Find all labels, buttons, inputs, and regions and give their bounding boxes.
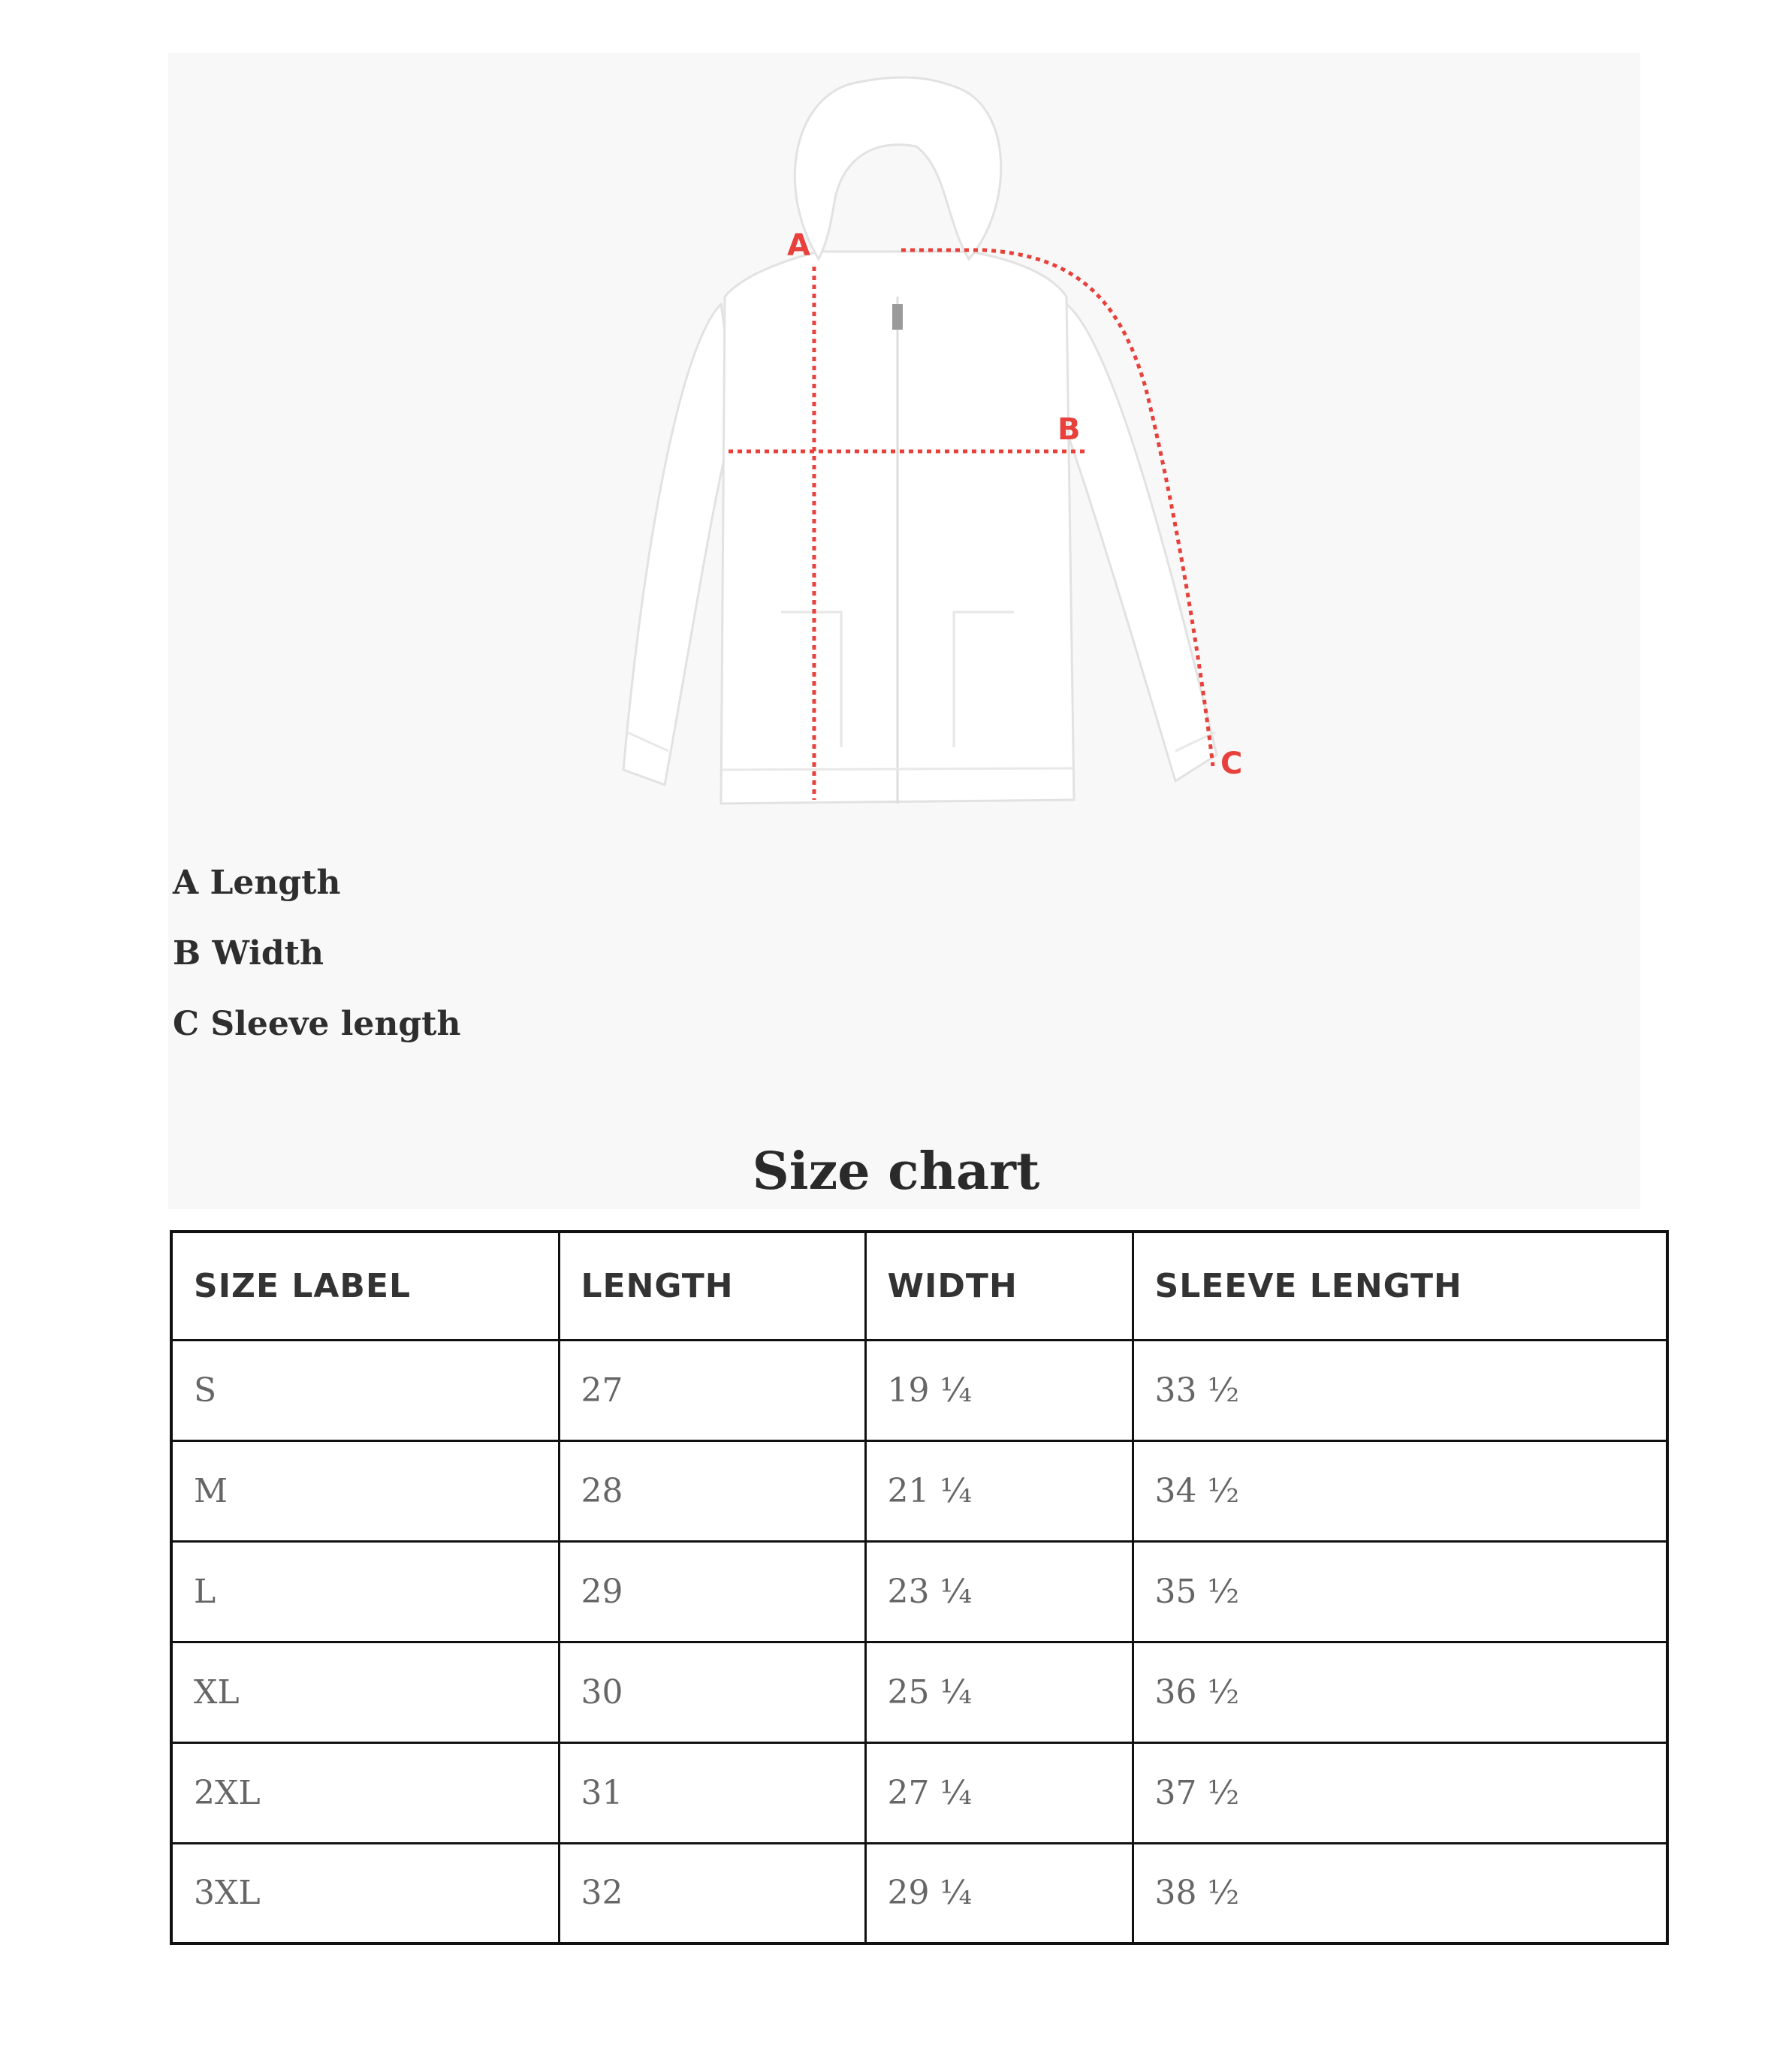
- cell-size: L: [171, 1541, 559, 1642]
- legend-width: B Width: [173, 934, 324, 973]
- hoodie-measurement-diagram: [593, 71, 1243, 815]
- header-sleeve-length: SLEEVE LENGTH: [1133, 1232, 1667, 1340]
- cell-width: 21 ¼: [865, 1440, 1133, 1541]
- size-chart-title: Size chart: [752, 1142, 1040, 1202]
- header-width: WIDTH: [865, 1232, 1133, 1340]
- size-chart-table: [170, 1230, 1669, 1945]
- table-row: [171, 1642, 1667, 1742]
- cell-length: 29: [559, 1541, 865, 1642]
- cell-sleeve-length: 35 ½: [1133, 1541, 1667, 1642]
- table-row: [171, 1843, 1667, 1944]
- cell-size: M: [171, 1440, 559, 1541]
- header-size-label: SIZE LABEL: [171, 1232, 559, 1340]
- cell-size: 3XL: [171, 1843, 559, 1944]
- cell-width: 19 ¼: [865, 1340, 1133, 1440]
- marker-a: A: [787, 228, 810, 263]
- cell-length: 28: [559, 1440, 865, 1541]
- table-row: [171, 1440, 1667, 1541]
- cell-width: 27 ¼: [865, 1742, 1133, 1843]
- cell-width: 23 ¼: [865, 1541, 1133, 1642]
- table-row: [171, 1742, 1667, 1843]
- table-row: [171, 1541, 1667, 1642]
- legend-length: A Length: [173, 864, 341, 902]
- cell-size: 2XL: [171, 1742, 559, 1843]
- cell-sleeve-length: 38 ½: [1133, 1843, 1667, 1944]
- cell-sleeve-length: 37 ½: [1133, 1742, 1667, 1843]
- table-header-row: [171, 1232, 1667, 1340]
- cell-sleeve-length: 36 ½: [1133, 1642, 1667, 1742]
- cell-width: 25 ¼: [865, 1642, 1133, 1742]
- cell-sleeve-length: 34 ½: [1133, 1440, 1667, 1541]
- table-row: [171, 1340, 1667, 1440]
- cell-length: 27: [559, 1340, 865, 1440]
- cell-width: 29 ¼: [865, 1843, 1133, 1944]
- header-length: LENGTH: [559, 1232, 865, 1340]
- cell-length: 31: [559, 1742, 865, 1843]
- cell-length: 30: [559, 1642, 865, 1742]
- hoodie-illustration: [623, 77, 1217, 804]
- marker-b: B: [1057, 412, 1081, 447]
- cell-size: S: [171, 1340, 559, 1440]
- legend-sleeve-length: C Sleeve length: [173, 1005, 461, 1043]
- cell-sleeve-length: 33 ½: [1133, 1340, 1667, 1440]
- cell-length: 32: [559, 1843, 865, 1944]
- marker-c: C: [1220, 746, 1243, 781]
- cell-size: XL: [171, 1642, 559, 1742]
